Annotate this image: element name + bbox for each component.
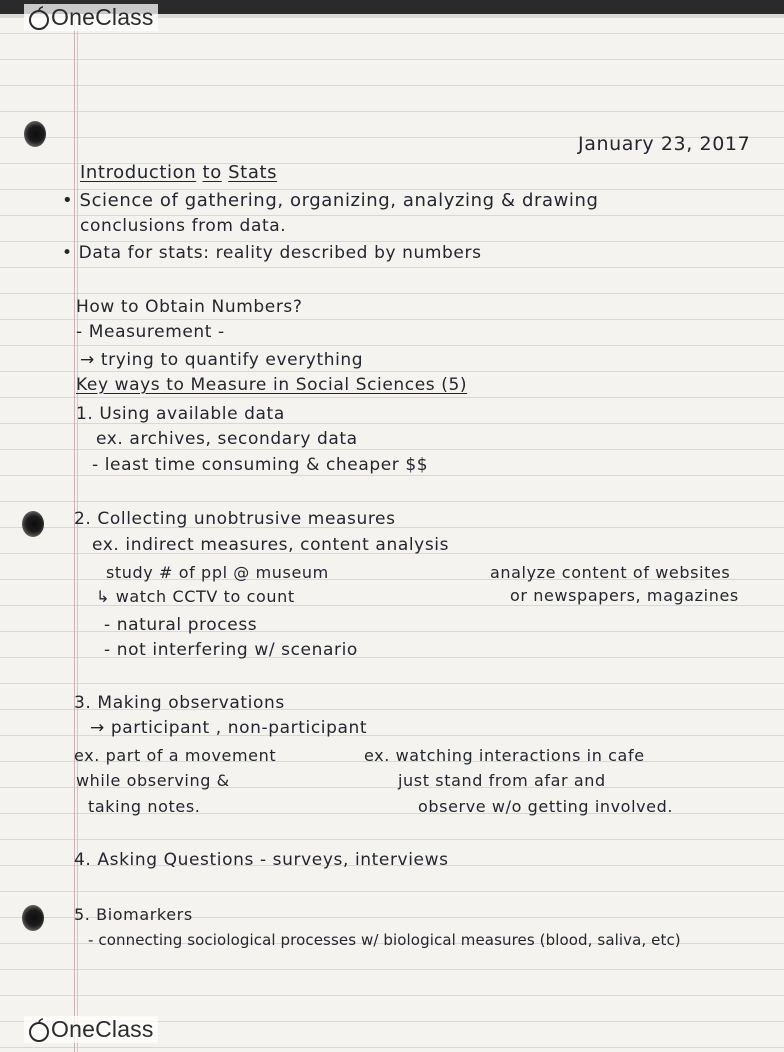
note-item2-cctv: ↳ watch CCTV to count [96, 587, 295, 606]
note-item2-websites: analyze content of websites [490, 563, 731, 582]
note-item2-natural: - natural process [104, 615, 258, 635]
note-item5: 5. Biomarkers [74, 905, 193, 924]
note-item2-newspapers: or newspapers, magazines [510, 586, 739, 605]
note-obtain-question: How to Obtain Numbers? [76, 297, 303, 317]
binder-hole-middle [22, 511, 44, 537]
note-title [80, 162, 277, 183]
title-word-introduction: Introduction [80, 162, 197, 183]
note-item3-example1-line1: ex. part of a movement [74, 746, 277, 765]
note-item4: 4. Asking Questions - surveys, interviews [74, 850, 449, 870]
logo-text: OneClass [51, 1016, 154, 1042]
oneclass-logo-icon [28, 6, 50, 30]
note-item1-example: ex. archives, secondary data [96, 429, 358, 449]
note-item3-example2-line2: just stand from afar and [398, 771, 606, 790]
note-item3-example1-line2: while observing & [76, 771, 230, 790]
title-word-stats: Stats [228, 162, 278, 183]
note-measurement: - Measurement - [76, 322, 225, 342]
note-item2-museum: study # of ppl @ museum [106, 563, 329, 582]
note-item3: 3. Making observations [74, 693, 285, 713]
oneclass-logo-icon [28, 1018, 50, 1042]
note-item1: 1. Using available data [76, 404, 285, 424]
oneclass-logo-top [24, 4, 158, 31]
margin-line [74, 18, 75, 1052]
note-line-data: • Data for stats: reality described by numbers [62, 243, 482, 263]
note-item2-interfering: - not interfering w/ scenario [104, 640, 358, 660]
logo-text: OneClass [51, 4, 154, 30]
binder-hole-bottom [22, 905, 44, 931]
note-line-definition: • Science of gathering, organizing, analyzing & drawing [62, 190, 599, 211]
note-line-conclusions: conclusions from data. [80, 216, 287, 236]
title-word-to: to [202, 162, 222, 183]
margin-line-secondary [77, 18, 78, 1052]
note-item2-example: ex. indirect measures, content analysis [92, 535, 450, 555]
note-key-ways-heading: Key ways to Measure in Social Sciences (5) [76, 375, 468, 395]
note-item3-example2-line1: ex. watching interactions in cafe [364, 746, 645, 765]
note-item5-note: - connecting sociological processes w/ biological measures (blood, saliva, etc) [88, 931, 681, 949]
note-item3-types: → participant , non-participant [90, 718, 368, 738]
note-date: January 23, 2017 [578, 133, 751, 155]
note-quantify: → trying to quantify everything [80, 350, 364, 370]
note-item1-note: - least time consuming & cheaper $$ [92, 455, 429, 475]
oneclass-logo-bottom [24, 1016, 158, 1043]
binder-hole-top [24, 121, 46, 147]
note-item2: 2. Collecting unobtrusive measures [74, 509, 396, 529]
note-item3-example2-line3: observe w/o getting involved. [418, 797, 674, 816]
note-item3-example1-line3: taking notes. [88, 797, 201, 816]
